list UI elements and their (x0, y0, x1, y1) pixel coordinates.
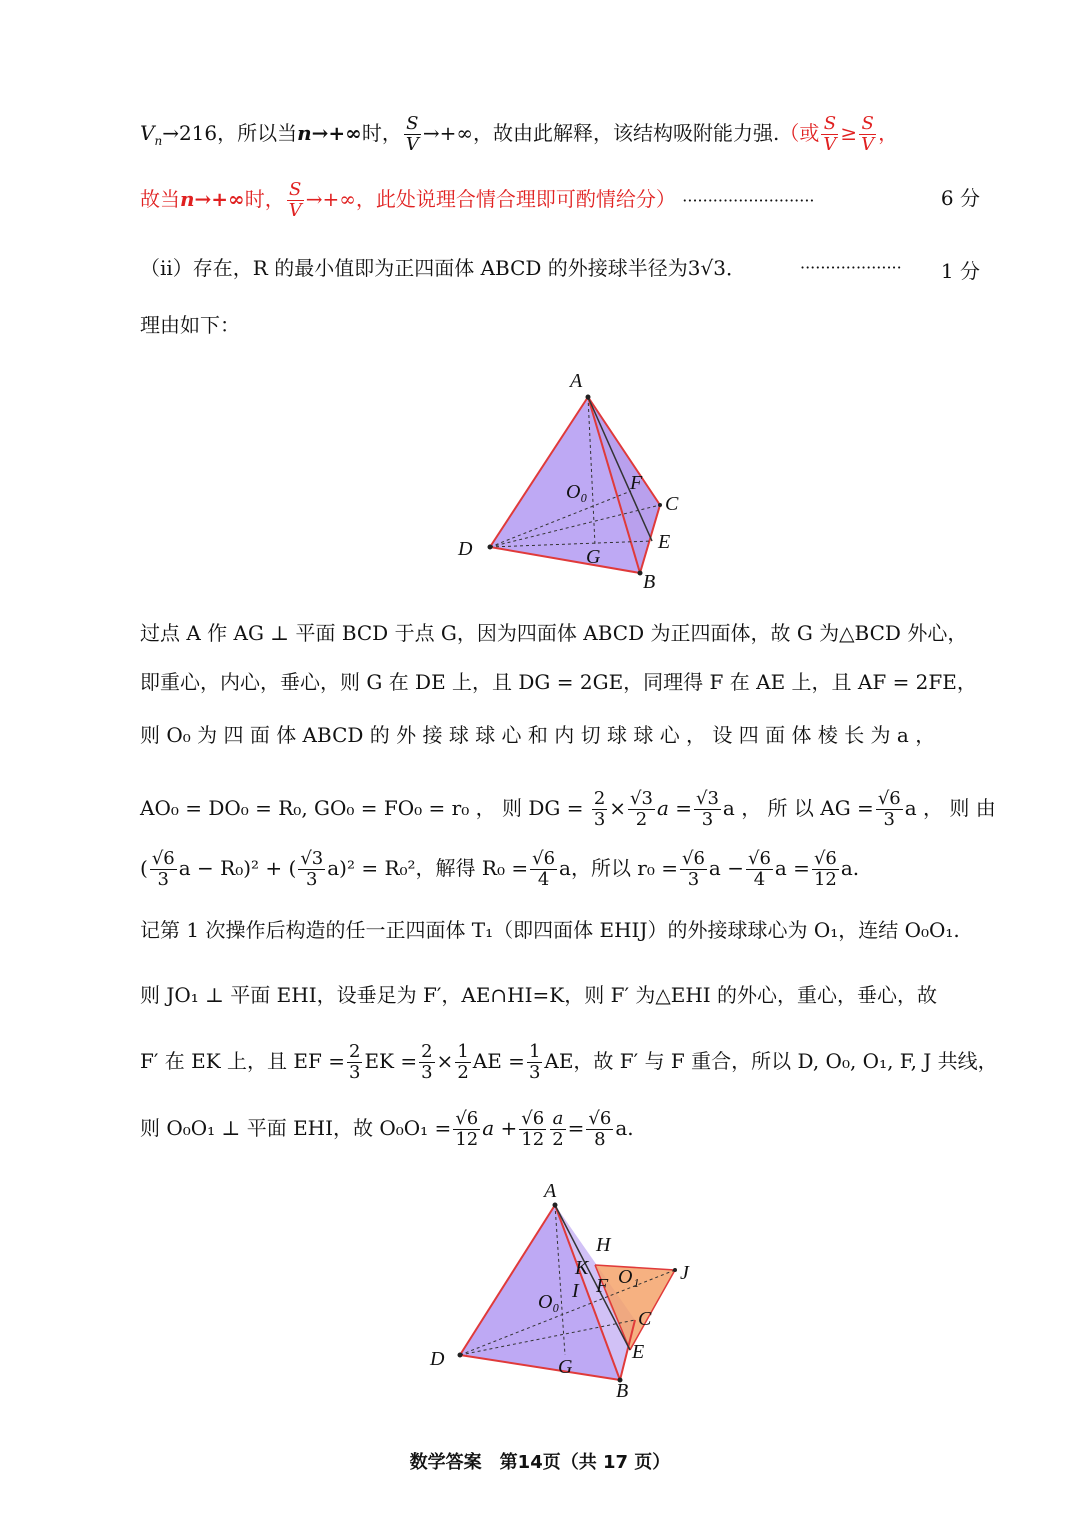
frac-r6-12 (812, 849, 839, 890)
frac-den: 3 (687, 869, 700, 890)
frac-den: 12 (455, 1129, 479, 1150)
frac-den: V (861, 134, 875, 155)
frac-1-3 (527, 1042, 542, 1083)
text-seg: a − R₀)² + ( (178, 856, 297, 880)
frac-num: S (287, 180, 304, 201)
frac-num: 2 (593, 788, 606, 809)
frac-r3-2 (628, 789, 655, 830)
text-seg: →216，所以当 (162, 121, 298, 145)
text-seg: AE = (472, 1049, 525, 1073)
fraction-sn-vn (404, 114, 421, 155)
fraction-sn-v1-red (859, 114, 876, 155)
label-i: I (572, 1280, 579, 1302)
text-seg: a ， 所 以 AG = (722, 796, 874, 820)
frac-num: S (404, 114, 421, 135)
text-seg: a ， 则 由 (904, 796, 996, 820)
tetrahedron-figure-1 (440, 365, 700, 595)
frac-num: √3 (630, 788, 653, 809)
frac-num: √6 (521, 1108, 545, 1129)
frac-den: 2 (635, 809, 648, 830)
text-seg: 时， (361, 121, 402, 145)
frac-r6-12 (453, 1109, 480, 1150)
label-g: G (586, 546, 601, 568)
frac-num: √6 (532, 848, 556, 869)
label-c: C (665, 493, 679, 515)
frac-den: 12 (521, 1129, 545, 1150)
para-line-1: 过点 A 作 AG ⊥ 平面 BCD 于点 G，因为四面体 ABCD 为正四面体，故 G 为△BCD 外心， (140, 621, 968, 645)
frac-2-3 (592, 789, 607, 830)
red-text: 时， (244, 187, 285, 211)
frac-den: 3 (883, 809, 895, 830)
text-seg: a + (482, 1116, 518, 1140)
frac-den: 3 (701, 809, 714, 830)
text-seg: a = (656, 796, 692, 820)
frac-num: 1 (528, 1041, 541, 1062)
frac-den: 2 (457, 1062, 469, 1083)
label-a: A (570, 370, 583, 392)
frac-2-3 (347, 1042, 362, 1083)
frac-num: √3 (696, 788, 719, 809)
frac-den: 2 (552, 1129, 564, 1150)
label-d: D (430, 1348, 445, 1370)
limit-expr: n→+∞ (180, 187, 245, 211)
text-seg: F′ 在 EK 上，且 EF = (140, 1049, 345, 1073)
frac-r6-4 (530, 849, 557, 890)
frac-den: 3 (306, 869, 318, 890)
para-line-3: 则 O₀ 为 四 面 体 ABCD 的 外 接 球 球 心 和 内 切 球 球 心 ， 设 四 面 体 棱 长 为 a ， (140, 723, 936, 747)
v-symbol: V (140, 121, 155, 145)
text-seg: a. (840, 856, 860, 880)
text-seg: AO₀ = DO₀ = R₀, GO₀ = FO₀ = r₀ ， 则 DG = (140, 796, 584, 820)
text-seg: a = (774, 856, 810, 880)
label-o0: O₀ (538, 1291, 560, 1313)
label-a: A (544, 1180, 557, 1202)
text-seg: EK = (364, 1049, 418, 1073)
frac-num: S (859, 114, 876, 135)
frac-den: 12 (813, 869, 837, 890)
frac-r6-3 (680, 849, 707, 890)
label-j: J (680, 1262, 689, 1284)
dot-leader-3: ···················· (800, 258, 902, 277)
label-o1: O₁ (618, 1266, 640, 1288)
frac-r6-3 (150, 849, 177, 890)
red-text: ， (878, 121, 899, 145)
red-text: （或 (779, 121, 820, 145)
frac-den: 4 (537, 869, 550, 890)
label-g: G (558, 1356, 573, 1378)
para-line-4 (140, 783, 996, 833)
label-c: C (638, 1308, 652, 1330)
frac-den: 8 (594, 1129, 606, 1150)
label-d: D (458, 538, 473, 560)
frac-num: √6 (682, 848, 705, 869)
text-seg: a，所以 r₀ = (559, 856, 678, 880)
fraction-red (287, 180, 304, 221)
para-line-8 (140, 1036, 998, 1086)
score-1: 1 分 (940, 259, 980, 283)
red-text: 故当 (140, 187, 180, 211)
frac-den: 4 (753, 869, 766, 890)
para-line-9 (140, 1103, 980, 1153)
frac-num: √6 (747, 848, 771, 869)
frac-r6-8 (586, 1109, 613, 1150)
frac-den: 3 (157, 869, 169, 890)
frac-num: √6 (877, 788, 901, 809)
frac-den: 3 (528, 1062, 541, 1083)
frac-den: 3 (421, 1062, 433, 1083)
frac-num: 2 (421, 1041, 433, 1062)
text-seg: × (436, 1049, 454, 1073)
para-line-5 (140, 843, 980, 893)
frac-r6-4 (746, 849, 773, 890)
frac-num: √6 (813, 848, 837, 869)
frac-num: S (821, 114, 838, 135)
page-footer: 数学答案 第14页（共 17 页） (409, 1452, 671, 1473)
score-6: 6 分 (940, 186, 980, 210)
frac-num: 1 (457, 1041, 469, 1062)
limit-expr: n→+∞ (297, 121, 362, 145)
frac-den: 3 (593, 809, 606, 830)
text-seg: AE，故 F′ 与 F 重合，所以 D, O₀, O₁, F, J 共线， (544, 1049, 998, 1073)
frac-num: √3 (300, 848, 324, 869)
label-b: B (643, 571, 656, 593)
sub-n: n (154, 134, 163, 148)
label-b: B (616, 1380, 629, 1402)
frac-r3-3 (298, 849, 325, 890)
frac-den: 3 (348, 1062, 361, 1083)
frac-1-2 (455, 1042, 470, 1083)
dot-leader: ·························· (682, 191, 815, 210)
frac-2-3 (419, 1042, 434, 1083)
frac-num: √6 (455, 1108, 479, 1129)
label-o0: O₀ (566, 481, 588, 503)
text-seg: 则 O₀O₁ ⊥ 平面 EHI，故 O₀O₁ = (140, 1116, 452, 1140)
label-f: F (630, 472, 643, 494)
line-3: （ii）存在，R 的最小值即为正四面体 ABCD 的外接球半径为3√3． (140, 256, 746, 280)
label-e: E (658, 531, 671, 553)
frac-r6-12 (519, 1109, 546, 1150)
text-seg: a)² = R₀²，解得 R₀ = (327, 856, 529, 880)
label-h: H (596, 1234, 611, 1256)
text-seg: = (567, 1116, 585, 1140)
frac-num: 2 (348, 1041, 361, 1062)
frac-a-2 (550, 1109, 565, 1150)
tetrahedron-figure-2 (420, 1175, 720, 1405)
para-line-2: 即重心，内心，垂心，则 G 在 DE 上，且 DG = 2GE，同理得 F 在 AE 上，且 AF = 2FE， (140, 670, 977, 694)
label-e: E (632, 1341, 645, 1363)
line-4: 理由如下： (140, 313, 240, 337)
line-2 (140, 180, 980, 221)
text-seg: a. (615, 1116, 634, 1140)
para-line-7: 则 JO₁ ⊥ 平面 EHI，设垂足为 F′，AE∩HI=K，则 F′ 为△EHI 的外心，重心，垂心，故 (140, 983, 938, 1007)
frac-num: √6 (151, 848, 175, 869)
frac-den: V (288, 200, 302, 221)
text-seg: × (609, 796, 627, 820)
frac-den: V (405, 134, 419, 155)
text-seg: →+∞，故由此解释，该结构吸附能力强. (422, 121, 780, 145)
frac-num: a (550, 1109, 565, 1130)
text-seg: ( (140, 856, 148, 880)
line-1: $V_n\to 216$，所以当n→+∞时， $\frac{S}{V}$ →+∞，故由此解释，该结构吸附能力强.（或 $\frac{S}{V}$ ≥ $\frac{S}{V}$ ， (140, 113, 899, 155)
text-seg: a − (708, 856, 744, 880)
frac-den: V (823, 134, 837, 155)
label-f: F (596, 1275, 609, 1297)
label-k: K (575, 1257, 589, 1279)
para-line-6: 记第 1 次操作后构造的任一正四面体 T₁（即四面体 EHIJ）的外接球球心为 O₁，连结 O₀O₁. (140, 918, 960, 942)
frac-r3-3 (694, 789, 721, 830)
fraction-sn-vn-red (821, 114, 838, 155)
frac-num: √6 (588, 1108, 612, 1129)
frac-r6-3 (876, 789, 903, 830)
red-text: →+∞，此处说理合情合理即可酌情给分） (305, 187, 676, 211)
